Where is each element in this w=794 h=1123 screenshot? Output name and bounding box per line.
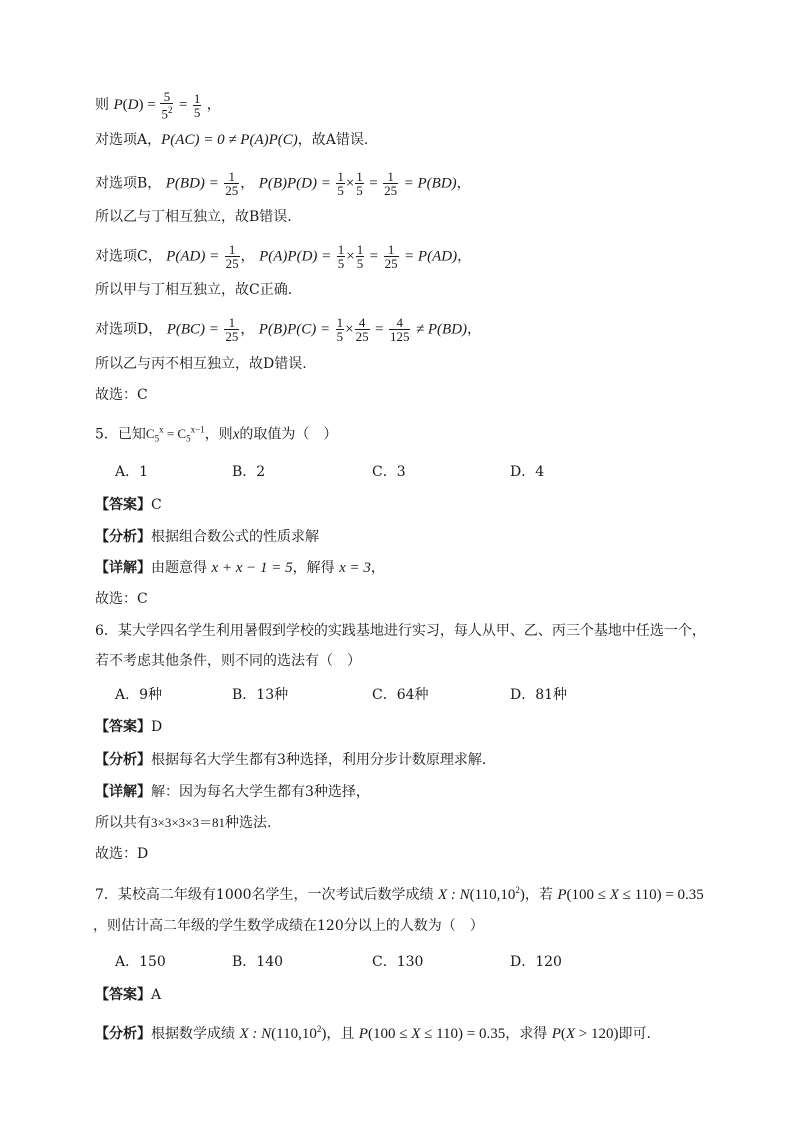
solution-line-2 [95, 130, 368, 150]
text: 对选项A， [95, 132, 162, 148]
solution-line-1 [95, 90, 221, 120]
detail-text: 解：因为每名大学生都有3种选择， [151, 784, 370, 800]
math-expr: P [557, 887, 567, 903]
fraction: $\frac{1}{5}$ [356, 242, 364, 271]
fraction: $\frac{1}{25}$ [225, 169, 239, 198]
text: 则 [95, 97, 109, 114]
solution-line-6: 所以甲与丁相互独立，故C正确. [95, 282, 293, 298]
math-expr: x + x − 1 = 5 [211, 560, 293, 576]
math-expr: X : N [438, 887, 470, 903]
text: 种选法. [225, 815, 272, 831]
combination-expr: $C_5^x = C_5^{x-1}$ [145, 425, 205, 444]
q7-answer [95, 985, 161, 1005]
text: 的取值为（ ） [239, 426, 338, 443]
math-expr: P(B)P(D) = [258, 175, 331, 192]
math-expr: P [358, 1026, 368, 1042]
q5-option-c: C．3 [372, 464, 406, 480]
answer-tag: 【答案】 [95, 987, 151, 1003]
text: 对选项D， [95, 321, 163, 338]
math-expr: X : N [239, 1026, 272, 1042]
math-expr: 3×3×3×3＝81 [151, 815, 225, 830]
text: ，解得 [292, 560, 335, 576]
math-expr: P(BD) = [165, 175, 219, 192]
fraction: $\frac{1}{5}$ [336, 315, 344, 344]
analysis-tag: 【分析】 [95, 752, 151, 768]
math-expr: P(AC) = 0 ≠ P(A)P(C) [161, 132, 298, 148]
text: 由题意得 [151, 560, 207, 576]
analysis-text: 根据组合数公式的性质求解 [151, 529, 319, 545]
fraction: $\frac{4}{125}$ [389, 315, 410, 344]
math-expr: = [178, 97, 188, 114]
solution-line-3: 对选项B， P(BD) = $\frac{1}{25}$ ， P(B)P(D) = $\frac{1}{5}$ × $\frac{1}{5}$ = $\frac{1}{25}$ = P(BD)， [95, 169, 471, 198]
q7-stem-line1: 7．某校高二年级有1000名学生，一次考试后数学成绩 X : N(110,10$^2$)，若 P(100 ≤ X ≤ 110) = 0.35 [95, 885, 704, 903]
text: ，若 [524, 887, 553, 903]
fraction: $\frac{1}{25}$ [225, 242, 239, 271]
answer-value: A [151, 987, 162, 1003]
text: ，则 [204, 426, 233, 443]
fraction: $\frac{1}{5}$ [356, 169, 363, 198]
detail-tag: 【详解】 [95, 560, 151, 576]
q6-stem-line1: 6．某大学四名学生利用暑假到学校的实践基地进行实习，每人从甲、乙、丙三个基地中任选一个， [95, 623, 706, 639]
text: 根据数学成绩 [151, 1026, 235, 1042]
q6-final: 故选：D [95, 846, 149, 862]
math-expr: ( [122, 97, 128, 114]
text: ， [206, 97, 221, 114]
q5-option-a: A．1 [115, 464, 149, 480]
fraction: $\frac{1}{5}$ [193, 90, 201, 120]
q7-option-b: B．140 [232, 954, 284, 970]
answer-tag: 【答案】 [95, 497, 151, 513]
text: ， [467, 321, 482, 338]
math-expr: P(B)P(C) = [258, 321, 331, 338]
text: ， [457, 248, 472, 265]
analysis-tag: 【分析】 [95, 529, 151, 545]
math-expr: P(AD) = [166, 248, 220, 265]
math-var: x [232, 426, 240, 443]
q6-answer [95, 717, 162, 737]
q5-option-b: B．2 [232, 464, 266, 480]
q6-option-c: C．64种 [372, 687, 429, 703]
text: ， [370, 560, 385, 576]
text: ， [240, 175, 255, 192]
q7-option-d: D．120 [510, 954, 562, 970]
q5-stem [95, 420, 337, 449]
q7-option-c: C．130 [372, 954, 424, 970]
text: 5．已知 [95, 426, 146, 443]
fraction: $\frac{4}{25}$ [355, 315, 369, 344]
analysis-tag: 【分析】 [95, 1026, 151, 1042]
math-expr: D [127, 97, 139, 114]
math-expr: = P(BD) [403, 175, 457, 192]
q5-final: 故选：C [95, 591, 148, 607]
text: ，求得 [505, 1026, 548, 1042]
q5-detail [95, 558, 385, 578]
solution-line-7: 对选项D， P(BC) = $\frac{1}{25}$ ， P(B)P(C) = $\frac{1}{5}$ × $\frac{4}{25}$ = $\frac{4}{125}$ ≠ P(BD)， [95, 315, 482, 344]
math-expr: x = 3 [339, 560, 371, 576]
q6-analysis [95, 750, 486, 770]
math-expr: ) = [138, 97, 160, 114]
q5-analysis [95, 527, 319, 547]
text: ，故A错误. [297, 132, 369, 148]
q7-option-a: A．150 [115, 954, 166, 970]
math-expr: ≠ P(BD) [415, 321, 468, 338]
solution-line-8: 所以乙与丙不相互独立，故D错误. [95, 356, 307, 372]
solution-final: 故选：C [95, 387, 148, 403]
math-expr: P(A)P(D) = [259, 248, 332, 265]
fraction: $\frac{1}{25}$ [225, 315, 239, 344]
text: 即可. [618, 1026, 651, 1042]
answer-tag: 【答案】 [95, 719, 151, 735]
fraction: $\frac{1}{25}$ [384, 169, 398, 198]
text: ， [456, 175, 471, 192]
text: 对选项C， [95, 248, 162, 265]
fraction: $\frac{1}{5}$ [337, 169, 344, 198]
q7-analysis: 【分析】根据数学成绩 X : N(110,10$^2$)，且 P(100 ≤ X ≤ 110) = 0.35，求得 P(X > 120)即可. [95, 1024, 651, 1042]
math-expr: = P(AD) [404, 248, 458, 265]
solution-line-5: 对选项C， P(AD) = $\frac{1}{25}$ ， P(A)P(D) = $\frac{1}{5}$ × $\frac{1}{5}$ = $\frac{1}{25}$ = P(AD)， [95, 242, 472, 271]
answer-value: C [151, 497, 162, 513]
q5-answer [95, 495, 162, 515]
math-expr: P [113, 97, 123, 114]
q5-option-d: D．4 [510, 464, 545, 480]
text: ， [240, 321, 255, 338]
q6-stem-line2: 若不考虑其他条件，则不同的选法有（ ） [95, 653, 361, 669]
detail-tag: 【详解】 [95, 784, 151, 800]
q6-option-a: A．9种 [115, 687, 163, 703]
math-expr: P [551, 1026, 561, 1042]
math-expr: P(BC) = [166, 321, 219, 338]
text: ， [240, 248, 255, 265]
q6-detail-2 [95, 813, 271, 833]
fraction: $\frac{1}{25}$ [384, 242, 398, 271]
text: 7．某校高二年级有1000名学生，一次考试后数学成绩 [95, 887, 434, 903]
answer-value: D [151, 719, 163, 735]
q6-option-d: D．81种 [510, 687, 568, 703]
text: 所以共有 [95, 815, 151, 831]
q6-detail [95, 782, 370, 802]
solution-line-4: 所以乙与丁相互独立，故B错误. [95, 209, 292, 225]
text: ，且 [326, 1026, 355, 1042]
fraction: $\frac{5}{5^2}$ [161, 89, 173, 122]
analysis-text: 根据每名大学生都有3种选择，利用分步计数原理求解. [151, 752, 487, 768]
q7-stem-line2: ，则估计高二年级的学生数学成绩在120分以上的人数为（ ） [93, 918, 484, 934]
q6-option-b: B．13种 [232, 687, 289, 703]
fraction: $\frac{1}{5}$ [337, 242, 345, 271]
text: 对选项B， [95, 175, 162, 192]
